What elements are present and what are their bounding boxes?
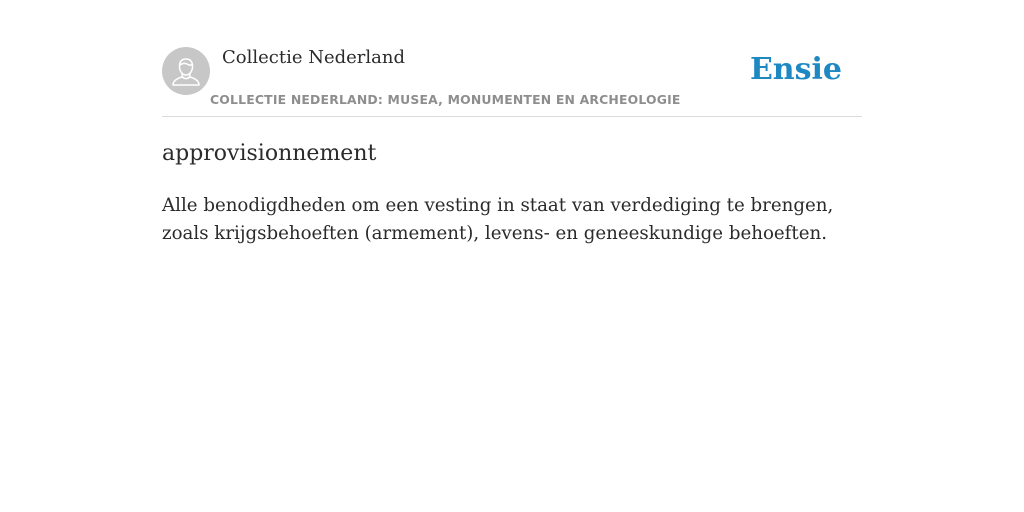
author-avatar[interactable] — [162, 47, 210, 95]
author-name[interactable]: Collectie Nederland — [222, 47, 406, 68]
entry-term: approvisionnement — [162, 141, 377, 166]
entry-header — [162, 0, 862, 117]
entry-definition: Alle benodigdheden om een vesting in staat van verdediging te brengen, zoals krijgsbehoeften (armement), levens- en geneeskundige behoeften. — [162, 195, 834, 244]
collection-label[interactable]: COLLECTIE NEDERLAND: MUSEA, MONUMENTEN EN ARCHEOLOGIE — [210, 92, 681, 107]
page-container — [162, 0, 862, 512]
user-silhouette-icon — [162, 47, 210, 95]
brand-logo[interactable]: Ensie — [749, 52, 842, 87]
